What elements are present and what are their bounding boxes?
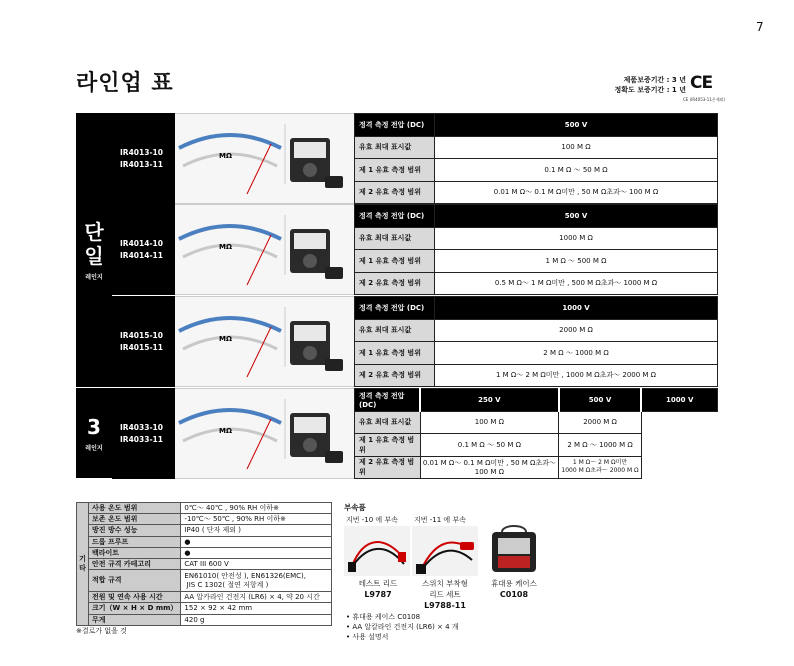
spec-value: 500 V bbox=[435, 114, 718, 137]
meter-icon bbox=[175, 205, 354, 295]
spec-label: 제 1 유효 측정 범위 bbox=[355, 250, 435, 273]
included-with-10: 지번 -10 에 부속 bbox=[346, 516, 398, 524]
meter-unit-label: MΩ bbox=[219, 427, 232, 435]
table-row bbox=[355, 297, 718, 320]
product-spec-table bbox=[354, 388, 718, 479]
ce-note: CE (IR4053-11은제외) bbox=[683, 97, 725, 102]
spec-value: 0.01 M Ω～ 0.1 M Ω미만 , 50 M Ω초과～ 100 M Ω bbox=[435, 181, 718, 204]
spec-value: 2 M Ω ～ 1000 M Ω bbox=[435, 342, 718, 365]
table-row bbox=[77, 570, 332, 592]
spec-key: 안전 규격 카테고리 bbox=[89, 558, 181, 569]
table-row bbox=[77, 603, 332, 614]
switch-lead-set-image bbox=[412, 526, 478, 576]
spec-value: 1 M Ω～ 2 M Ω미만 , 1000 M Ω초과～ 2000 M Ω bbox=[435, 364, 718, 387]
spec-key: 적합 규격 bbox=[89, 570, 181, 592]
table-row bbox=[355, 364, 718, 387]
spec-value: 0℃～ 40℃ , 90% RH 이하※ bbox=[181, 503, 332, 514]
spec-key: 드롭 프루프 bbox=[89, 536, 181, 547]
table-row bbox=[355, 411, 718, 434]
spec-label: 유효 최대 표시값 bbox=[355, 136, 435, 159]
section-big-label: 3 bbox=[87, 414, 101, 439]
table-row bbox=[355, 319, 718, 342]
table-row bbox=[77, 503, 332, 514]
spec-label: 제 2 유효 측정 범위 bbox=[355, 272, 435, 295]
test-lead-image bbox=[344, 526, 410, 576]
product-photo bbox=[175, 113, 354, 204]
table-row bbox=[355, 114, 718, 137]
spec-value: 100 M Ω bbox=[420, 411, 558, 434]
accessory-name: 휴대용 케이스 bbox=[491, 579, 537, 588]
meter-icon bbox=[175, 114, 354, 204]
table-row bbox=[77, 614, 332, 625]
spec-label: 정격 측정 전압 (DC) bbox=[355, 297, 435, 320]
spec-value: EN61010( 안전성 ), EN61326(EMC), JIS C 1302( 절연 저항계 ) bbox=[181, 570, 332, 592]
list-item: • 휴대용 케이스 C0108 bbox=[346, 613, 421, 621]
table-row bbox=[355, 434, 718, 457]
spec-value: 2000 M Ω bbox=[435, 319, 718, 342]
product-photo bbox=[175, 388, 354, 479]
spec-label: 유효 최대 표시값 bbox=[355, 411, 421, 434]
table-row bbox=[77, 592, 332, 603]
accessory-code: L9787 bbox=[364, 590, 392, 599]
spec-value: 1000 V bbox=[435, 297, 718, 320]
section-small-label: 레인지 bbox=[85, 273, 103, 281]
footnote: ※결로가 없을 것 bbox=[76, 627, 127, 635]
table-row bbox=[355, 136, 718, 159]
model-numbers bbox=[112, 113, 175, 204]
accessories-title: 부속품 bbox=[344, 503, 366, 512]
spec-label: 제 2 유효 측정 범위 bbox=[355, 181, 435, 204]
table-row bbox=[355, 389, 718, 412]
spec-value: IP40 ( 단자 제외 ) bbox=[181, 525, 332, 536]
table-row bbox=[77, 547, 332, 558]
spec-label: 제 1 유효 측정 범위 bbox=[355, 159, 435, 182]
spec-value: AA 알카라인 건전지 (LR6) × 4, 약 20 시간 bbox=[181, 592, 332, 603]
meter-unit-label: MΩ bbox=[219, 152, 232, 160]
product-spec-table bbox=[354, 113, 718, 204]
product-photo bbox=[175, 204, 354, 295]
model-numbers bbox=[112, 388, 175, 479]
ce-mark-icon: CE bbox=[690, 73, 713, 93]
table-row bbox=[355, 227, 718, 250]
spec-value: 500 V bbox=[559, 389, 642, 412]
spec-value: 0.1 M Ω ～ 50 M Ω bbox=[435, 159, 718, 182]
section-single-range bbox=[76, 113, 112, 387]
spec-label: 제 1 유효 측정 범위 bbox=[355, 342, 435, 365]
common-spec-table bbox=[76, 502, 332, 626]
accuracy-warranty: 정확도 보증기간 : 1 년 bbox=[614, 86, 686, 94]
table-row bbox=[77, 558, 332, 569]
spec-key: 전원 및 연속 사용 시간 bbox=[89, 592, 181, 603]
meter-unit-label: MΩ bbox=[219, 243, 232, 251]
accessory-test-lead bbox=[348, 578, 408, 600]
table-row bbox=[355, 272, 718, 295]
table-row bbox=[355, 456, 718, 479]
section-three-range bbox=[76, 388, 112, 478]
spec-key: 보존 온도 범위 bbox=[89, 514, 181, 525]
spec-value: 1 M Ω ～ 500 M Ω bbox=[435, 250, 718, 273]
table-row bbox=[77, 536, 332, 547]
model-number: IR4033-10 bbox=[120, 422, 163, 432]
accessory-name: 스위치 부착형 리드 세트 bbox=[422, 579, 468, 599]
section-small-label: 레인지 bbox=[85, 444, 103, 452]
warranty-info bbox=[600, 75, 686, 95]
table-row bbox=[355, 181, 718, 204]
spec-value: ● bbox=[181, 536, 332, 547]
accessory-switch-lead-set bbox=[412, 578, 478, 611]
spec-value: 0.01 M Ω～ 0.1 M Ω미만 , 50 M Ω초과～ 100 M Ω bbox=[420, 456, 558, 479]
spec-label: 정격 측정 전압 (DC) bbox=[355, 205, 435, 228]
model-number: IR4033-11 bbox=[120, 434, 163, 444]
spec-key: 사용 온도 범위 bbox=[89, 503, 181, 514]
table-row bbox=[355, 205, 718, 228]
spec-value: -10℃～ 50℃ , 90% RH 이하※ bbox=[181, 514, 332, 525]
model-number: IR4015-10 bbox=[120, 330, 163, 340]
product-photo bbox=[175, 296, 354, 387]
spec-value: 250 V bbox=[420, 389, 558, 412]
model-number: IR4013-11 bbox=[120, 159, 163, 169]
list-item: • AA 알칼라인 건전지 (LR6) × 4 개 bbox=[346, 623, 459, 631]
spec-value: 0.1 M Ω ～ 50 M Ω bbox=[420, 434, 558, 457]
model-numbers bbox=[112, 296, 175, 387]
spec-label: 정격 측정 전압 (DC) bbox=[355, 114, 435, 137]
page-number: 7 bbox=[756, 20, 764, 34]
spec-value: 0.5 M Ω～ 1 M Ω미만 , 500 M Ω초과～ 1000 M Ω bbox=[435, 272, 718, 295]
spec-value: 1000 M Ω bbox=[435, 227, 718, 250]
spec-value: ● bbox=[181, 547, 332, 558]
model-number: IR4014-10 bbox=[120, 238, 163, 248]
page-title: 라인업 표 bbox=[76, 71, 174, 96]
spec-value: 152 × 92 × 42 mm bbox=[181, 603, 332, 614]
spec-key: 크기（W × H × D mm） bbox=[89, 603, 181, 614]
spec-value: 500 V bbox=[435, 205, 718, 228]
accessory-code: L9788-11 bbox=[424, 601, 466, 610]
spec-value: CAT III 600 V bbox=[181, 558, 332, 569]
spec-label: 유효 최대 표시값 bbox=[355, 319, 435, 342]
product-warranty: 제품보증기간 : 3 년 bbox=[623, 76, 686, 84]
table-row bbox=[77, 525, 332, 536]
spec-key: 방진 방수 성능 bbox=[89, 525, 181, 536]
common-spec-side-label: 기 타 bbox=[77, 503, 89, 626]
spec-value: 1 M Ω～ 2 M Ω미만 1000 M Ω초과～ 2000 M Ω bbox=[559, 456, 642, 479]
meter-icon bbox=[175, 297, 354, 387]
model-number: IR4013-10 bbox=[120, 147, 163, 157]
spec-label: 유효 최대 표시값 bbox=[355, 227, 435, 250]
spec-key: 무게 bbox=[89, 614, 181, 625]
model-number: IR4014-11 bbox=[120, 250, 163, 260]
included-items-list bbox=[346, 612, 459, 642]
table-row bbox=[77, 514, 332, 525]
carrying-case-image bbox=[486, 524, 542, 576]
product-spec-table bbox=[354, 204, 718, 295]
spec-value: 2 M Ω ～ 1000 M Ω bbox=[559, 434, 642, 457]
meter-icon bbox=[175, 389, 354, 479]
model-number: IR4015-11 bbox=[120, 342, 163, 352]
included-with-11: 지번 -11 에 부속 bbox=[414, 516, 466, 524]
accessory-name: 테스트 리드 bbox=[358, 579, 398, 588]
accessory-case bbox=[484, 578, 544, 600]
spec-key: 백라이트 bbox=[89, 547, 181, 558]
spec-value: 1000 V bbox=[641, 389, 717, 412]
product-spec-table bbox=[354, 296, 718, 387]
table-row bbox=[355, 159, 718, 182]
spec-label: 정격 측정 전압 (DC) bbox=[355, 389, 421, 412]
accessory-code: C0108 bbox=[499, 590, 529, 599]
model-numbers bbox=[112, 204, 175, 295]
meter-unit-label: MΩ bbox=[219, 335, 232, 343]
section-big-label: 단 일 bbox=[84, 219, 104, 268]
table-row bbox=[355, 342, 718, 365]
spec-label: 제 2 유효 측정 범위 bbox=[355, 456, 421, 479]
spec-value: 420 g bbox=[181, 614, 332, 625]
spec-value: 100 M Ω bbox=[435, 136, 718, 159]
table-row bbox=[355, 250, 718, 273]
list-item: • 사용 설명서 bbox=[346, 633, 389, 641]
spec-label: 제 2 유효 측정 범위 bbox=[355, 364, 435, 387]
spec-value: 2000 M Ω bbox=[559, 411, 642, 434]
spec-label: 제 1 유효 측정 범위 bbox=[355, 434, 421, 457]
